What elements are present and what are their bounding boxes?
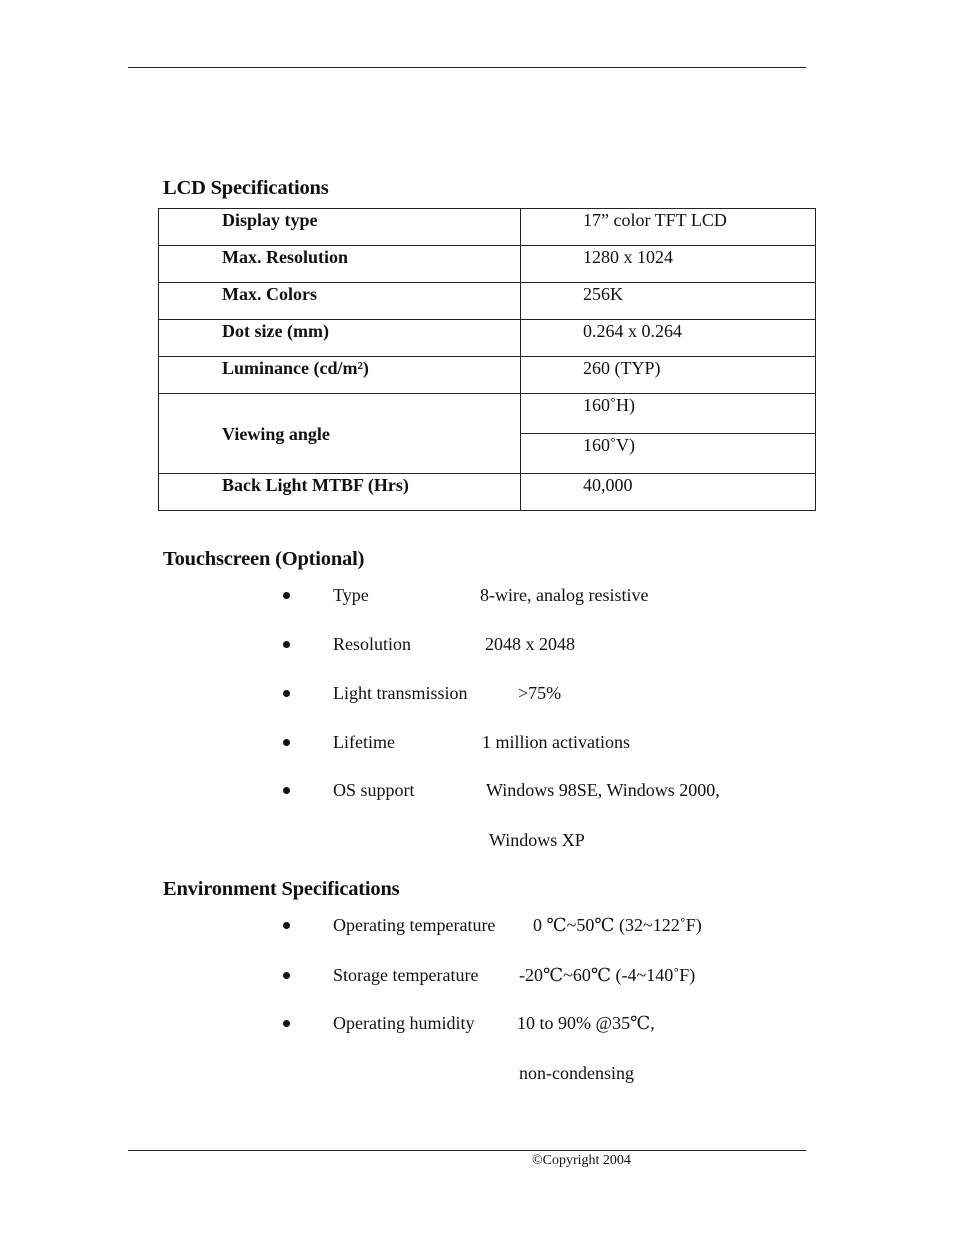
item-value: >75%: [518, 683, 562, 703]
item-label: Operating temperature: [333, 915, 496, 935]
spec-label: Viewing angle: [159, 394, 521, 474]
table-row: [159, 474, 816, 511]
spec-value: 1280 x 1024: [521, 246, 816, 283]
item-value: -20℃~60℃ (-4~140˚F): [519, 965, 696, 985]
bullet-icon: [283, 739, 290, 746]
item-value: 10 to 90% @35℃,: [517, 1013, 655, 1033]
bullet-icon: [283, 972, 290, 979]
table-row: [159, 357, 816, 394]
spec-value: 40,000: [521, 474, 816, 511]
bullet-icon: [283, 1020, 290, 1027]
spec-label: Max. Colors: [159, 283, 521, 320]
item-value-continuation: Windows XP: [489, 830, 585, 850]
table-row: [159, 320, 816, 357]
spec-label: Luminance (cd/m²): [159, 357, 521, 394]
bullet-icon: [283, 690, 290, 697]
item-value: 8-wire, analog resistive: [480, 585, 649, 605]
bullet-icon: [283, 922, 290, 929]
item-label: Storage temperature: [333, 965, 479, 985]
item-value: 1 million activations: [482, 732, 630, 752]
spec-value: 260 (TYP): [521, 357, 816, 394]
lcd-spec-table: [158, 208, 816, 511]
spec-label: Display type: [159, 209, 521, 246]
table-row: [159, 209, 816, 246]
bullet-icon: [283, 787, 290, 794]
spec-value: 256K: [521, 283, 816, 320]
table-row: [159, 283, 816, 320]
table-row: [159, 394, 816, 434]
spec-label: Dot size (mm): [159, 320, 521, 357]
spec-value: 0.264 x 0.264: [521, 320, 816, 357]
lcd-specifications-heading: LCD Specifications: [163, 177, 329, 199]
spec-value: 17” color TFT LCD: [521, 209, 816, 246]
spec-value: 160˚V): [521, 434, 816, 474]
touchscreen-heading: Touchscreen (Optional): [163, 548, 365, 570]
table-row: [159, 246, 816, 283]
item-label: Operating humidity: [333, 1013, 475, 1033]
item-label: Lifetime: [333, 732, 395, 752]
item-value: 0 ℃~50℃ (32~122˚F): [533, 915, 702, 935]
item-value: 2048 x 2048: [485, 634, 575, 654]
bullet-icon: [283, 592, 290, 599]
environment-heading: Environment Specifications: [163, 878, 400, 900]
spec-label: Back Light MTBF (Hrs): [159, 474, 521, 511]
header-rule: [128, 67, 806, 68]
item-label: Light transmission: [333, 683, 468, 703]
spec-label: Max. Resolution: [159, 246, 521, 283]
item-label: OS support: [333, 780, 415, 800]
item-value-continuation: non-condensing: [519, 1063, 634, 1083]
copyright-text: ©Copyright 2004: [532, 1153, 631, 1168]
item-label: Type: [333, 585, 369, 605]
spec-value: 160˚H): [521, 394, 816, 434]
footer-rule: [128, 1150, 806, 1151]
item-value: Windows 98SE, Windows 2000,: [486, 780, 720, 800]
bullet-icon: [283, 641, 290, 648]
item-label: Resolution: [333, 634, 412, 654]
